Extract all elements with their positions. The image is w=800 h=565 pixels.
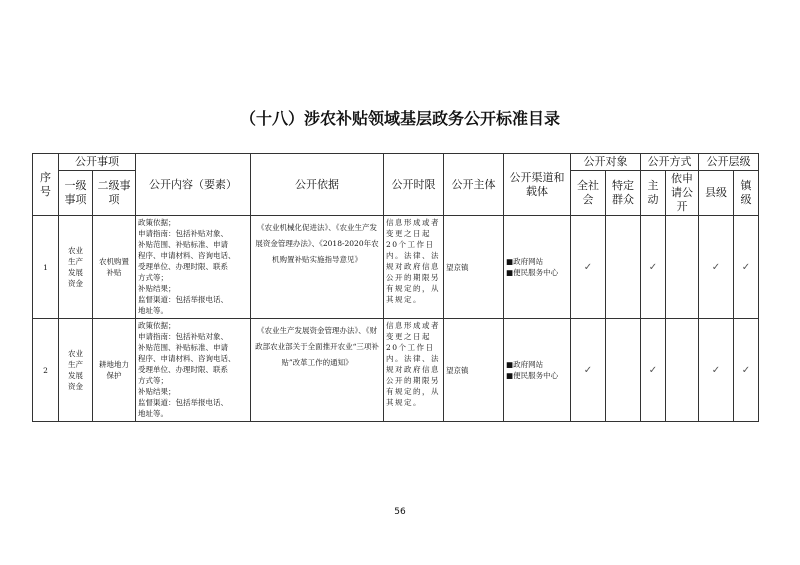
row-level2: 耕地地力保护 [93,319,136,422]
content-line: 程序、申请材料、咨询电话、 [138,354,236,363]
row-seq: 2 [33,319,59,422]
check-active: ✓ [641,216,666,319]
page-title: （十八）涉农补贴领域基层政务公开标准目录 [239,109,560,128]
content-line: 补贴结果； [138,387,176,396]
row-subject: 望京镇 [444,319,504,422]
check-town: ✓ [734,319,759,422]
content-line: 程序、申请材料、咨询电话、 [138,251,236,260]
check-request [666,319,699,422]
header-time-limit: 公开时限 [384,154,444,216]
check-county: ✓ [699,216,734,319]
content-line: 监督渠道：包括举报电话、 [138,398,228,407]
header-mode-group: 公开方式 [641,154,699,171]
row-seq: 1 [33,216,59,319]
check-county: ✓ [699,319,734,422]
row-channels [504,319,571,422]
table-row [33,216,759,319]
table-row [33,319,759,422]
content-line: 申请指南：包括补贴对象、 [138,229,228,238]
content-line: 监督渠道：包括举报电话、 [138,295,228,304]
check-all: ✓ [571,216,606,319]
content-line: 政策依据； [138,218,176,227]
row-basis: 《农业机械化促进法》、《农业生产发展资金管理办法》、《2018-2020年农机购置补贴实施指导意见》 [251,216,384,319]
row-level1: 农业生产发展资金 [59,319,93,422]
check-all: ✓ [571,319,606,422]
row-channels [504,216,571,319]
catalog-table [32,153,759,422]
row-basis: 《农业生产发展资金管理办法》、《财政部农业部关于全面推开农业“三项补贴”改革工作的通知》 [251,319,384,422]
content-line: 补贴结果； [138,284,176,293]
content-line: 补贴范围、补贴标准、申请 [138,343,228,352]
row-content [136,319,251,422]
header-channel: 公开渠道和载体 [504,154,571,216]
header-subject: 公开主体 [444,154,504,216]
content-line: 受理单位、办理时限、联系 [138,365,228,374]
content-line: 受理单位、办理时限、联系 [138,262,228,271]
header-level1: 一级事项 [59,171,93,216]
row-subject: 望京镇 [444,216,504,319]
header-level2: 二级事项 [93,171,136,216]
page-number: 56 [394,507,406,517]
channel-item: ■政府网站 [506,360,544,369]
content-line: 补贴范围、补贴标准、申请 [138,240,228,249]
check-specific [606,216,641,319]
content-line: 地址等。 [138,306,168,315]
check-town: ✓ [734,216,759,319]
channel-item: ■便民服务中心 [506,268,559,277]
channel-item: ■便民服务中心 [506,371,559,380]
row-level1: 农业生产发展资金 [59,216,93,319]
content-line: 方式等； [138,273,168,282]
row-time-limit: 信息形成或者变更之日起20个工作日内。法律、法规对政府信息公开的期限另有规定的，从其规定。 [384,319,444,422]
row-time-limit: 信息形成或者变更之日起20个工作日内。法律、法规对政府信息公开的期限另有规定的，从其规定。 [384,216,444,319]
row-content [136,216,251,319]
header-level-county: 县级 [699,171,734,216]
content-line: 方式等； [138,376,168,385]
header-level-group: 公开层级 [699,154,759,171]
header-mode-request: 依申请公开 [666,171,699,216]
header-target-specific: 特定群众 [606,171,641,216]
content-line: 政策依据； [138,321,176,330]
content-line: 地址等。 [138,409,168,418]
header-content: 公开内容（要素） [136,154,251,216]
header-target-group: 公开对象 [571,154,641,171]
header-mode-active: 主动 [641,171,666,216]
header-basis: 公开依据 [251,154,384,216]
channel-item: ■政府网站 [506,257,544,266]
check-active: ✓ [641,319,666,422]
header-seq: 序号 [33,154,59,216]
header-items-group: 公开事项 [59,154,136,171]
header-target-all: 全社会 [571,171,606,216]
row-level2: 农机购置补贴 [93,216,136,319]
check-specific [606,319,641,422]
check-request [666,216,699,319]
header-level-town: 镇级 [734,171,759,216]
content-line: 申请指南：包括补贴对象、 [138,332,228,341]
